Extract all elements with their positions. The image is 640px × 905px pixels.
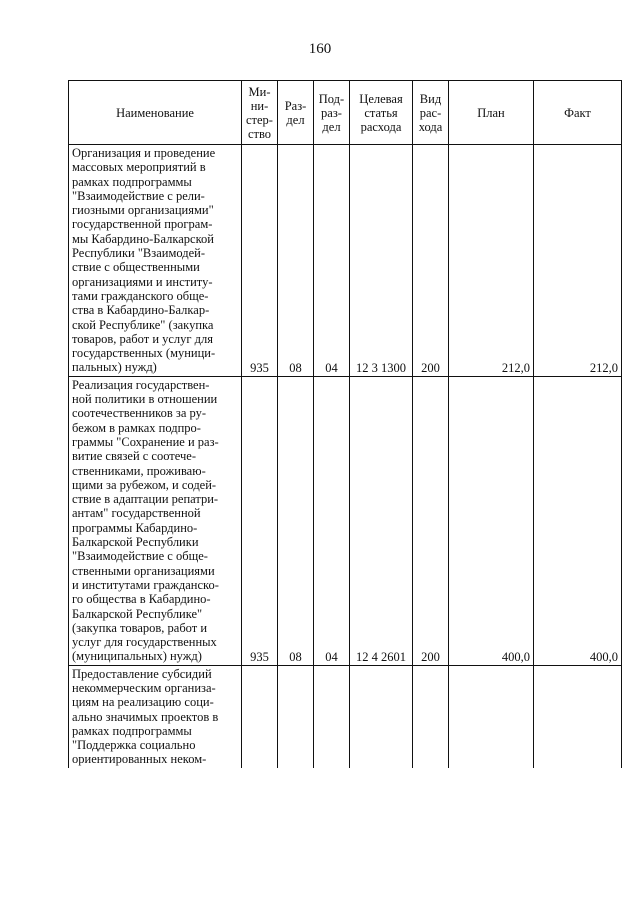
header-kind: Вид рас- хода	[413, 81, 449, 145]
row-plan	[449, 665, 534, 768]
row-kind	[413, 665, 449, 768]
row-target	[350, 665, 413, 768]
row-name: Предоставление субсидий некоммерческим организа- циям на реализацию соци- ально значимых проектов в рамках подпрограммы "Поддержка социально ориентированных неком-	[69, 665, 242, 768]
row-section	[278, 665, 314, 768]
row-fact	[534, 665, 622, 768]
row-name: Реализация государствен- ной политики в отношении соотечественников за ру- бежом в рамках подпро- граммы "Сохранение и раз- витие связей с соотече- ственниками, проживаю- щими за рубежом, и содей- ствие в адаптации репатри- антам" государственной программы Кабардино- Балкарской Республики "Взаимодействие с обще- ственными организациями и институтами гражданско- го общества в Кабардино- Балкарской Республике" (закупка товаров, работ и услуг для государственных (муниципальных) нужд)	[69, 376, 242, 665]
row-kind: 200	[413, 145, 449, 377]
page-number: 160	[308, 41, 332, 57]
row-subsection	[314, 665, 350, 768]
header-plan: План	[449, 81, 534, 145]
row-section: 08	[278, 376, 314, 665]
row-ministry: 935	[242, 376, 278, 665]
table-row	[69, 376, 622, 665]
header-fact: Факт	[534, 81, 622, 145]
row-ministry	[242, 665, 278, 768]
header-target: Целевая статья расхода	[350, 81, 413, 145]
row-subsection: 04	[314, 376, 350, 665]
row-name: Организация и проведение массовых мероприятий в рамках подпрограммы "Взаимодействие с рели- гиозными организациями" государственной програм- мы Кабардино-Балкарской Республики "Взаимодей- ствие с общественными организациями и институ- тами гражданского обще- ства в Кабардино-Балкар- ской Республике" (закупка товаров, работ и услуг для государственных (муници- пальных) нужд)	[69, 145, 242, 377]
row-section: 08	[278, 145, 314, 377]
budget-table	[68, 80, 622, 768]
row-fact: 400,0	[534, 376, 622, 665]
header-row	[69, 81, 622, 145]
header-subsection: Под- раз- дел	[314, 81, 350, 145]
table-row	[69, 665, 622, 768]
row-plan: 212,0	[449, 145, 534, 377]
row-target: 12 4 2601	[350, 376, 413, 665]
table-row	[69, 145, 622, 377]
header-ministry: Ми- ни- стер- ство	[242, 81, 278, 145]
row-target: 12 3 1300	[350, 145, 413, 377]
row-ministry: 935	[242, 145, 278, 377]
row-plan: 400,0	[449, 376, 534, 665]
row-kind: 200	[413, 376, 449, 665]
row-subsection: 04	[314, 145, 350, 377]
header-section: Раз- дел	[278, 81, 314, 145]
row-fact: 212,0	[534, 145, 622, 377]
header-name: Наименование	[69, 81, 242, 145]
